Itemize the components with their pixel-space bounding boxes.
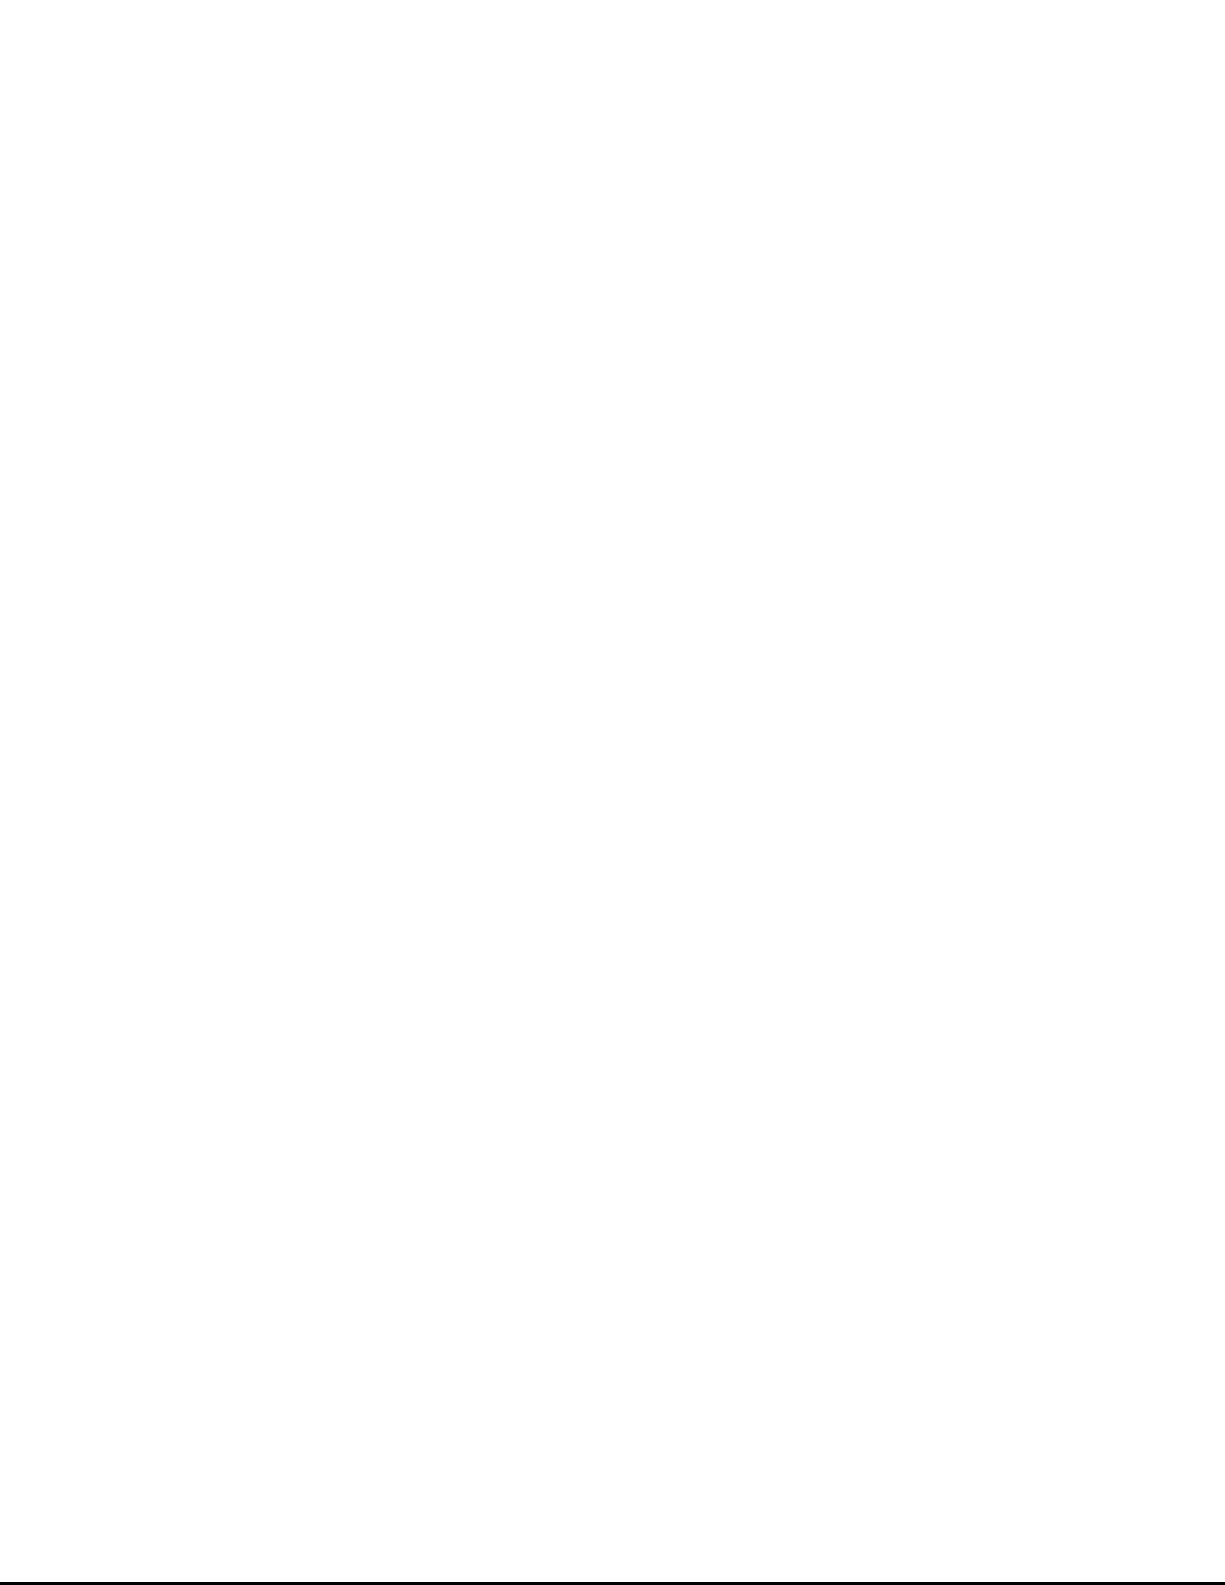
document-content [250,80,966,86]
